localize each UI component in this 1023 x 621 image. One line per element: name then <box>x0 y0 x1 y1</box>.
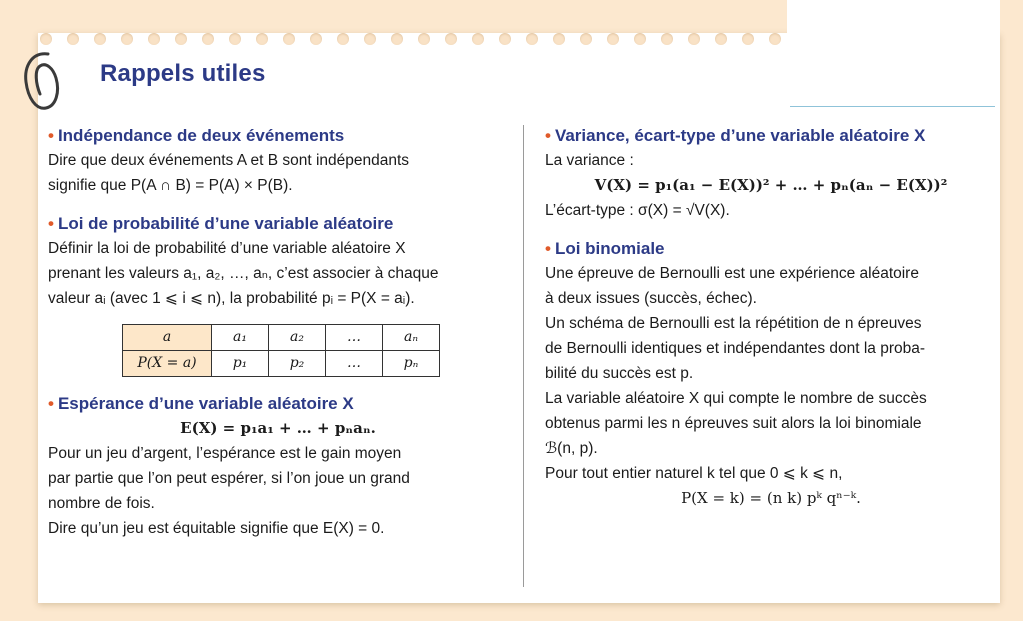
bullet-icon: • <box>48 214 54 233</box>
formula-binomiale: P(X = k) = (n k) pᵏ qⁿ⁻ᵏ. <box>681 489 861 507</box>
left-column <box>48 124 508 541</box>
bullet-icon: • <box>48 126 54 145</box>
text-line: nombre de fois. <box>48 495 155 512</box>
section-title-variance <box>545 124 997 148</box>
table-cell: aₙ <box>383 325 440 351</box>
section-title-text: Indépendance de deux événements <box>57 126 345 145</box>
section-title-text: Loi de probabilité d’une variable aléatoire <box>57 214 394 233</box>
section-title-text: Loi binomiale <box>554 239 665 258</box>
formula-variance: V(X) = p₁(a₁ − E(X))² + … + pₙ(aₙ − E(X))² <box>594 176 948 194</box>
text-line: prenant les valeurs a₁, a₂, …, aₙ, c’est associer à chaque <box>48 265 439 282</box>
dot <box>580 33 592 45</box>
dot <box>202 33 214 45</box>
text-line: signifie que P(A ∩ B) = P(A) × P(B). <box>48 177 293 194</box>
table-cell: a₁ <box>212 325 269 351</box>
bullet-icon: • <box>545 239 551 258</box>
dot <box>148 33 160 45</box>
table-row <box>123 351 440 377</box>
dot <box>607 33 619 45</box>
text-line: L’écart-type : σ(X) = √V(X). <box>545 202 730 219</box>
dot <box>94 33 106 45</box>
text-line: Définir la loi de probabilité d’une variable aléatoire X <box>48 240 406 257</box>
table-cell: a <box>123 325 212 351</box>
paperclip-icon <box>18 48 66 114</box>
formula-esperance: E(X) = p₁a₁ + … + pₙaₙ. <box>180 419 376 437</box>
dot <box>337 33 349 45</box>
text-line: Dire que deux événements A et B sont indépendants <box>48 152 410 169</box>
text-line: valeur aᵢ (avec 1 ⩽ i ⩽ n), la probabilité pᵢ = P(X = aᵢ). <box>48 290 415 307</box>
column-divider <box>523 125 524 587</box>
table-cell: … <box>326 325 383 351</box>
dot <box>67 33 79 45</box>
dot <box>688 33 700 45</box>
section-title-independance <box>48 124 508 148</box>
text-line: ℬ(n, p). <box>545 440 598 457</box>
dot <box>661 33 673 45</box>
table-cell: pₙ <box>383 351 440 377</box>
table-cell: … <box>326 351 383 377</box>
right-column <box>545 124 997 511</box>
dot <box>256 33 268 45</box>
text-line: La variable aléatoire X qui compte le nombre de succès <box>545 390 927 407</box>
probability-table <box>122 324 440 377</box>
text-line: Un schéma de Bernoulli est la répétition de n épreuves <box>545 315 922 332</box>
dot <box>40 33 52 45</box>
page-tab <box>787 0 1000 36</box>
dot <box>391 33 403 45</box>
table-row <box>123 325 440 351</box>
dot <box>634 33 646 45</box>
table-cell: a₂ <box>269 325 326 351</box>
dot <box>553 33 565 45</box>
table-cell: P(X = a) <box>123 351 212 377</box>
bullet-icon: • <box>48 394 54 413</box>
section-title-text: Variance, écart-type d’une variable aléatoire X <box>554 126 926 145</box>
dot <box>472 33 484 45</box>
text-line: Une épreuve de Bernoulli est une expérience aléatoire <box>545 265 919 282</box>
text-line: de Bernoulli identiques et indépendantes dont la proba- <box>545 340 926 357</box>
dot <box>229 33 241 45</box>
dot <box>310 33 322 45</box>
dot <box>769 33 781 45</box>
text-line: à deux issues (succès, échec). <box>545 290 757 307</box>
title-underline <box>790 106 995 107</box>
bullet-icon: • <box>545 126 551 145</box>
table-cell: p₂ <box>269 351 326 377</box>
text-line: Dire qu’un jeu est équitable signifie que E(X) = 0. <box>48 520 385 537</box>
dot <box>121 33 133 45</box>
text-line: La variance : <box>545 152 634 169</box>
dot <box>445 33 457 45</box>
dot <box>364 33 376 45</box>
text-line: Pour tout entier naturel k tel que 0 ⩽ k ⩽ n, <box>545 465 843 482</box>
dot <box>526 33 538 45</box>
section-title-binomiale <box>545 237 997 261</box>
dot <box>715 33 727 45</box>
text-line: Pour un jeu d’argent, l’espérance est le gain moyen <box>48 445 402 462</box>
dot <box>499 33 511 45</box>
table-cell: p₁ <box>212 351 269 377</box>
text-line: bilité du succès est p. <box>545 365 694 382</box>
text-line: obtenus parmi les n épreuves suit alors la loi binomiale <box>545 415 922 432</box>
dot <box>283 33 295 45</box>
section-title-esperance <box>48 392 508 416</box>
dot <box>175 33 187 45</box>
text-line: par partie que l’on peut espérer, si l’on joue un grand <box>48 470 410 487</box>
page-title: Rappels utiles <box>100 60 266 87</box>
section-title-text: Espérance d’une variable aléatoire X <box>57 394 354 413</box>
dot <box>418 33 430 45</box>
section-title-loi <box>48 212 508 236</box>
dot <box>742 33 754 45</box>
